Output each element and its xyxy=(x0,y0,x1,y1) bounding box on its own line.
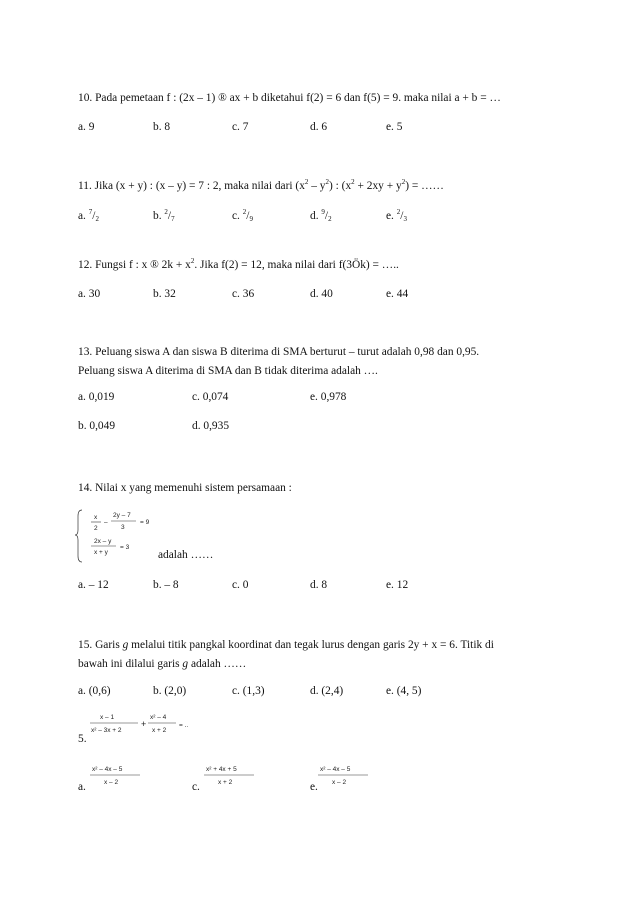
q11-question: 11. Jika (x + y) : (x – y) = 7 : 2, maka nilai dari $(x^2 - y^2)$ : $(x^2 + 2xy + y^2)$ = …… xyxy=(78,178,444,192)
q12-option-a: a. 30 xyxy=(78,288,101,300)
q5-option-a-image xyxy=(88,762,148,790)
q5-plus: + xyxy=(141,719,147,729)
q11-option-e: e. $^2$/3 xyxy=(386,208,407,223)
q12-option-d: d. 40 xyxy=(310,288,333,300)
q15-option-e: e. (4, 5) xyxy=(386,685,422,697)
q5-option-e-label: e. xyxy=(310,781,318,793)
q5-frac2-num: x² – 4 xyxy=(150,714,167,721)
q5-opt-e-den: x – 2 xyxy=(332,779,347,786)
q14-option-d: d. 8 xyxy=(310,579,328,591)
q10-option-c: c. 7 xyxy=(232,121,249,133)
q15-option-c: c. (1,3) xyxy=(232,685,265,697)
q12-option-c: c. 36 xyxy=(232,288,255,300)
q12-option-e: e. 44 xyxy=(386,288,409,300)
q14-eq2-den: x + y xyxy=(94,549,108,556)
q14-eq1-left-num: x xyxy=(94,514,98,521)
q13-question-line-2: Peluang siswa A diterima di SMA dan B tidak diterima adalah …. xyxy=(78,365,378,377)
q5-frac2-den: x + 2 xyxy=(152,727,167,734)
q14-equation-system-image xyxy=(74,506,164,564)
q10-option-b: b. 8 xyxy=(153,121,171,133)
q14-eq1-mid-den: 3 xyxy=(121,524,125,531)
q5-label: 5. xyxy=(78,733,87,745)
q13-option-c: c. 0,074 xyxy=(192,391,229,403)
q15-question-line-1: 15. Garis g melalui titik pangkal koordinat dan tegak lurus dengan garis 2y + x = 6. Titik di xyxy=(78,639,494,651)
q14-option-a: a. – 12 xyxy=(78,579,109,591)
q5-opt-c-den: x + 2 xyxy=(218,779,233,786)
q5-option-c-label: c. xyxy=(192,781,200,793)
q10-option-e: e. 5 xyxy=(386,121,403,133)
q15-option-d: d. (2,4) xyxy=(310,685,344,697)
q11-option-c: c. $^2$/9 xyxy=(232,208,253,223)
q14-eq1-rhs: = 9 xyxy=(140,519,150,526)
q13-option-b: b. 0,049 xyxy=(78,420,116,432)
q14-eq1-mid-num: 2y – 7 xyxy=(113,512,131,519)
q5-option-a-label: a. xyxy=(78,781,86,793)
q5-opt-a-den: x – 2 xyxy=(104,779,119,786)
q15-question-line-2: bawah ini dilalui garis g adalah …… xyxy=(78,658,247,670)
q10-option-d: d. 6 xyxy=(310,121,328,133)
q13-option-e: e. 0,978 xyxy=(310,391,347,403)
q11-option-b: b. $^2$/7 xyxy=(153,208,175,223)
q12-question: 12. Fungsi f : x ® $2k + x^2$. Jika f(2) = 12, maka nilai dari f(3Ök) = ….. xyxy=(78,257,399,271)
q5-frac1-den: x² – 3x + 2 xyxy=(91,727,122,734)
q14-option-b: b. – 8 xyxy=(153,579,179,591)
q14-option-c: c. 0 xyxy=(232,579,249,591)
q14-eq2-num: 2x – y xyxy=(94,538,112,545)
q14-after-text: adalah …… xyxy=(158,549,214,561)
q5-option-e-image xyxy=(316,762,376,790)
q12-option-b: b. 32 xyxy=(153,288,176,300)
q14-option-e: e. 12 xyxy=(386,579,409,591)
svg-text:–: – xyxy=(104,519,108,526)
q11-option-a: a. $^7$/2 xyxy=(78,208,99,223)
q5-opt-a-num: x² – 4x – 5 xyxy=(92,766,123,773)
q13-option-d: d. 0,935 xyxy=(192,420,230,432)
q5-opt-e-num: x² – 4x – 5 xyxy=(320,766,351,773)
q14-eq2-rhs: = 3 xyxy=(120,544,130,551)
q5-option-c-image xyxy=(202,762,262,790)
q10-question: 10. Pada pemetaan f : (2x – 1) ® ax + b diketahui f(2) = 6 dan f(5) = 9. maka nilai a + b = … xyxy=(78,92,501,104)
q5-opt-c-num: x² + 4x + 5 xyxy=(206,766,237,773)
q13-option-a: a. 0,019 xyxy=(78,391,115,403)
q15-option-a: a. (0,6) xyxy=(78,685,111,697)
q14-eq1-left-den: 2 xyxy=(94,525,98,532)
q14-question: 14. Nilai x yang memenuhi sistem persamaan : xyxy=(78,482,292,494)
q15-option-b: b. (2,0) xyxy=(153,685,187,697)
q13-question-line-1: 13. Peluang siswa A dan siswa B diterima di SMA berturut – turut adalah 0,98 dan 0,95. xyxy=(78,346,480,358)
q5-frac1-num: x – 1 xyxy=(100,714,115,721)
q11-option-d: d. $^9$/2 xyxy=(310,208,332,223)
q5-expression-image xyxy=(86,710,196,740)
q10-option-a: a. 9 xyxy=(78,121,95,133)
q5-equals: = .. xyxy=(179,722,189,729)
